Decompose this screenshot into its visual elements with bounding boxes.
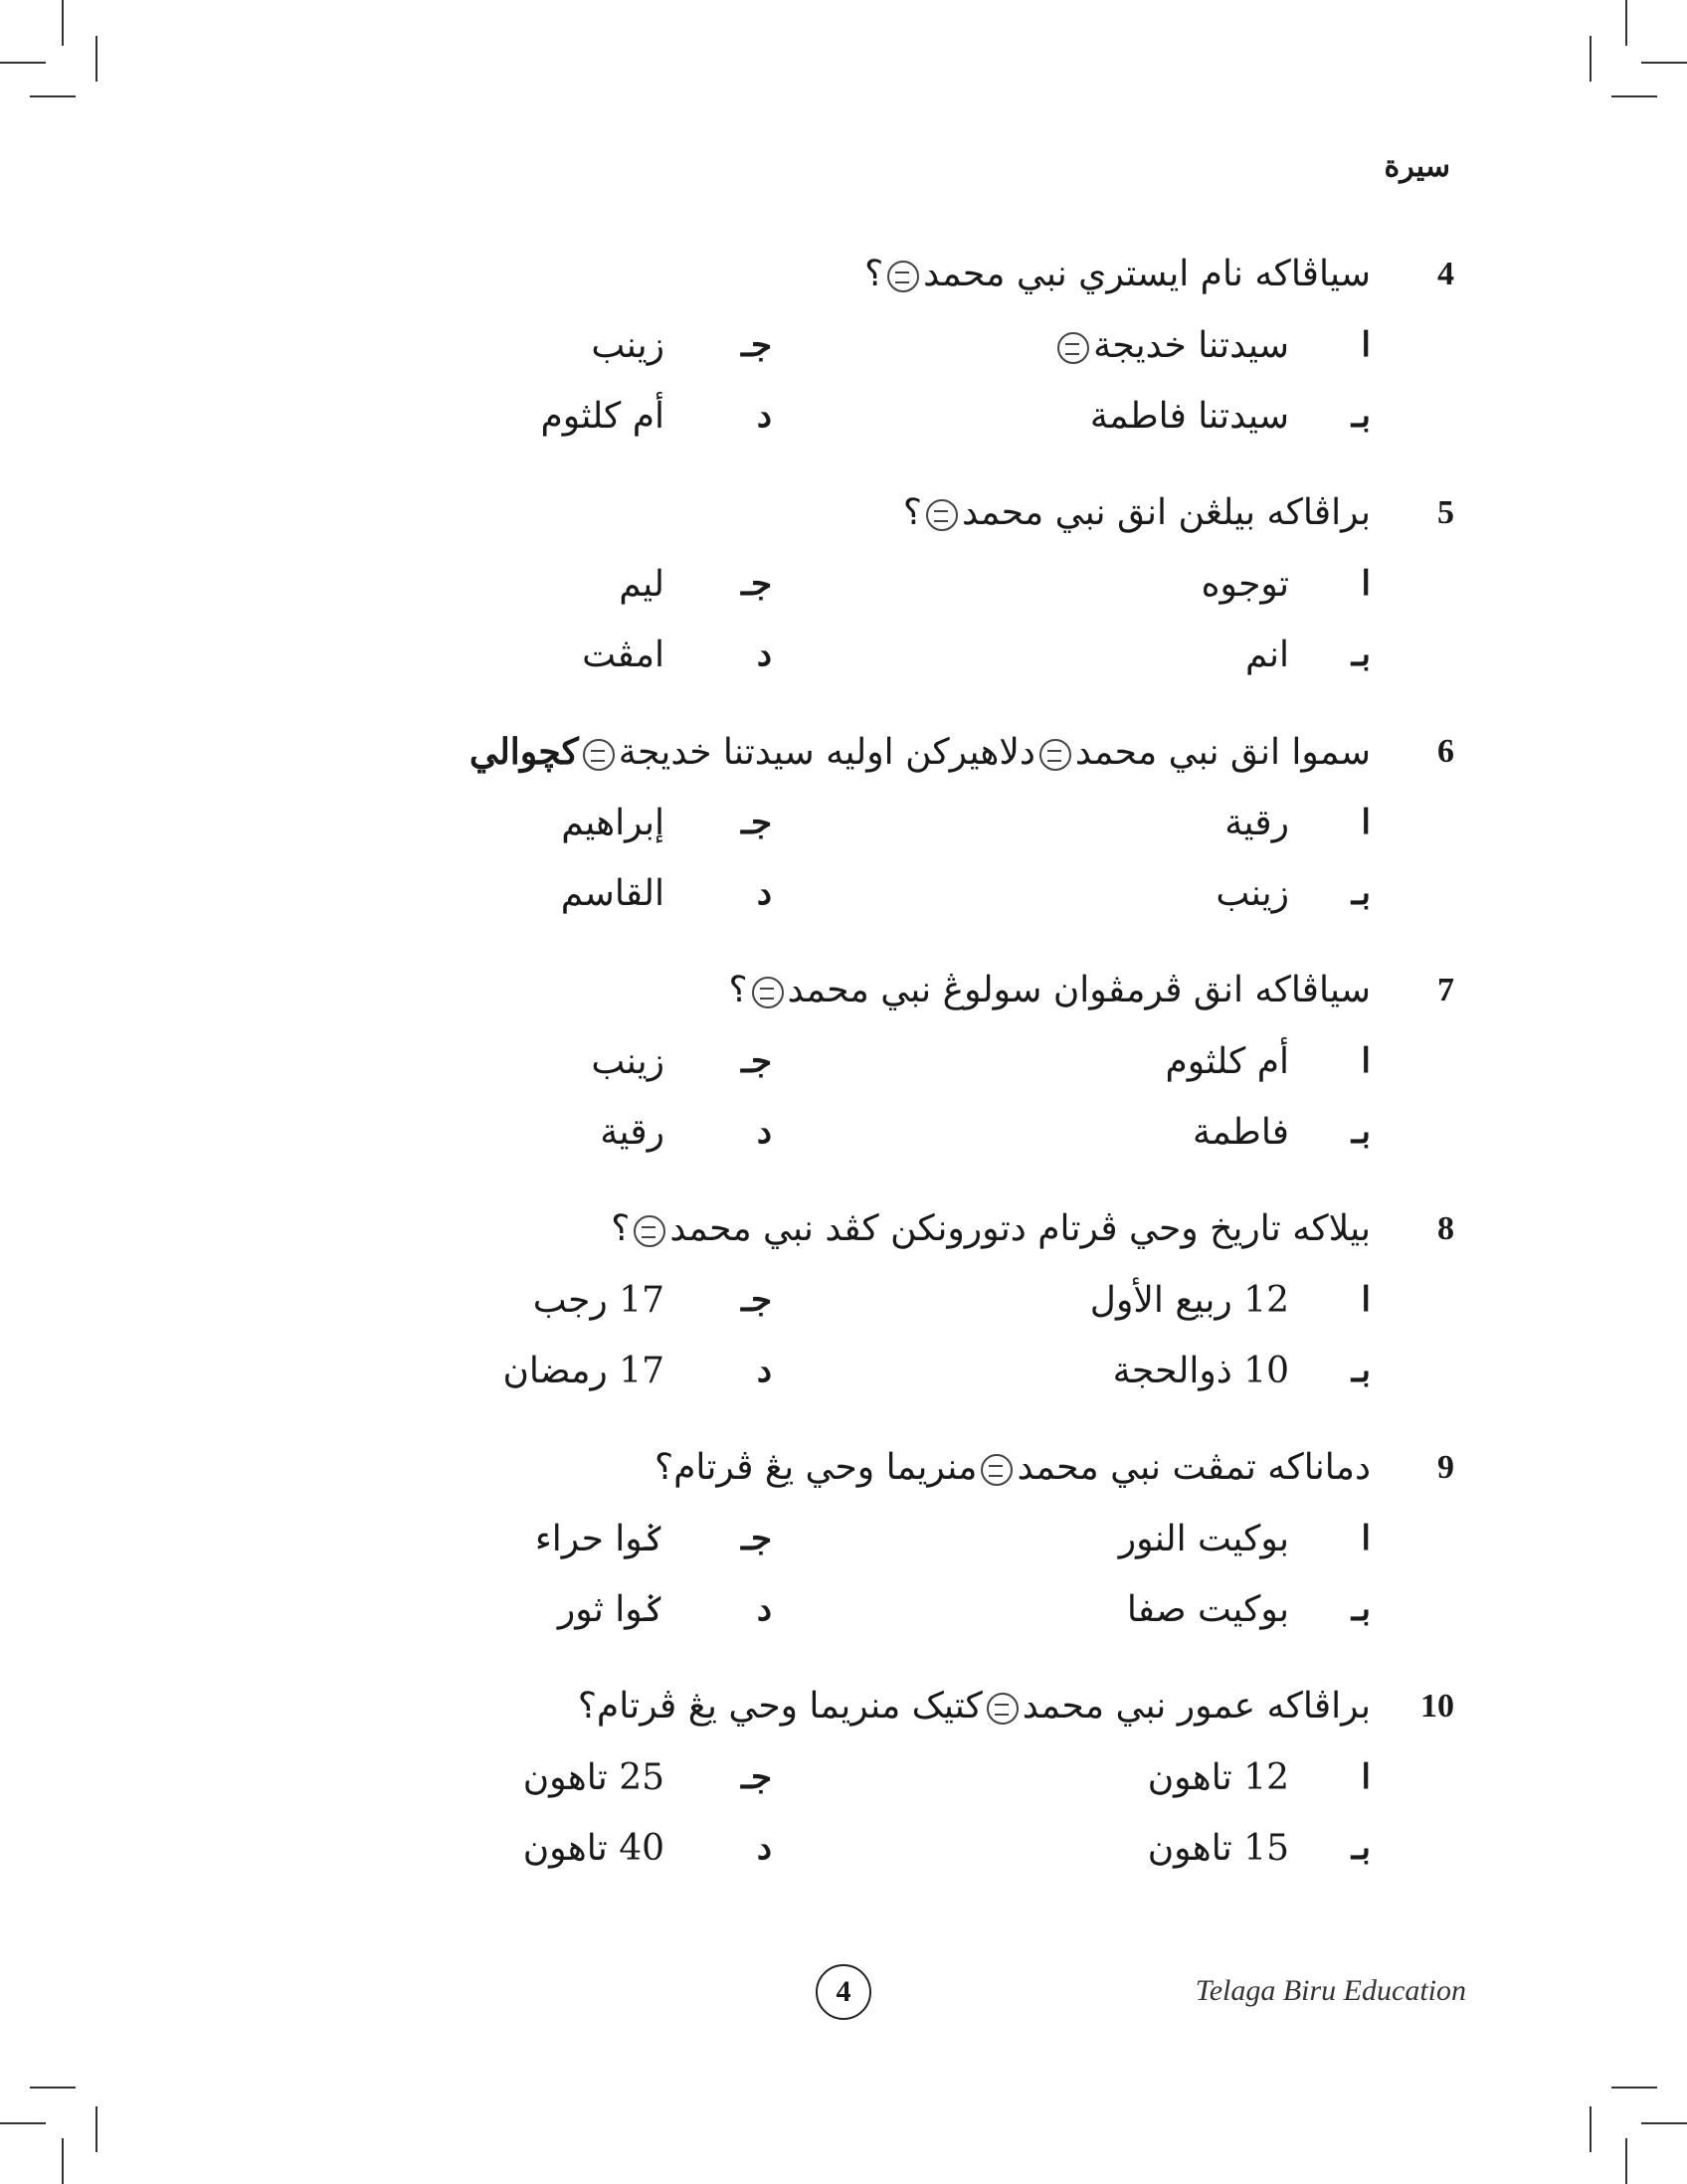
crop-mark <box>30 2087 76 2089</box>
option-d[interactable]: القاسم <box>560 873 664 914</box>
question-continuation: كتيک منريما وحي يڠ ڤرتام؟ <box>577 1686 983 1727</box>
page-header: سيرة <box>1384 149 1450 184</box>
question-text <box>578 1686 1371 1727</box>
option-label-d: د <box>756 635 772 674</box>
question-text <box>728 970 1371 1010</box>
question-stem: سياڤاكه انق ڤرمڤوان سولوڠ نبي محمد <box>787 970 1371 1010</box>
option-label-c: جـ <box>741 1519 772 1558</box>
option-d[interactable]: رقية <box>600 1112 664 1153</box>
option-b[interactable]: زينب <box>1216 873 1289 914</box>
option-label-b: بـ <box>1351 635 1371 674</box>
option-label-d: د <box>756 1589 772 1629</box>
salawat-seal-icon <box>887 261 919 292</box>
option-b[interactable]: 15 تاهون <box>1147 1828 1289 1869</box>
option-label-b: بـ <box>1351 1351 1371 1390</box>
crop-mark <box>30 95 76 97</box>
question-number: 4 <box>1437 256 1454 292</box>
option-c[interactable]: زينب <box>591 1041 664 1082</box>
question-number: 10 <box>1420 1688 1454 1725</box>
question-stem: براڤاكه عمور نبي محمد <box>1022 1686 1371 1727</box>
option-d[interactable]: 40 تاهون <box>522 1828 664 1869</box>
question-text <box>469 731 1371 773</box>
option-label-a: ا <box>1361 1757 1371 1797</box>
option-label-a: ا <box>1361 325 1371 365</box>
question-stem: سياڤاكه نام ايستري نبي محمد <box>923 254 1371 294</box>
option-label-c: جـ <box>741 1757 772 1797</box>
question-stem: دماناكه تمڤت نبي محمد <box>1017 1447 1371 1488</box>
question-stem: سموا انق نبي محمد <box>1074 732 1371 773</box>
question-continuation: منريما وحي يڠ ڤرتام؟ <box>655 1447 978 1488</box>
question-stem: براڤاكه بيلڠن انق نبي محمد <box>961 492 1371 533</box>
radhiallah-seal-icon <box>1057 332 1089 364</box>
question-mark: ؟ <box>728 970 748 1010</box>
option-d[interactable]: أم كلثوم <box>540 396 664 437</box>
option-a[interactable]: أم كلثوم <box>1165 1041 1289 1082</box>
question-mark: ؟ <box>902 492 922 533</box>
option-label-b: بـ <box>1351 873 1371 913</box>
option-label-c: جـ <box>741 1041 772 1081</box>
crop-mark <box>1590 2106 1592 2152</box>
question-stem: بيلاكه تاريخ وحي ڤرتام دتورونكن كڤد نبي محمد <box>669 1208 1371 1249</box>
salawat-seal-icon <box>1039 739 1071 771</box>
question-mark: ؟ <box>611 1208 631 1249</box>
option-label-c: جـ <box>741 803 772 842</box>
option-label-b: بـ <box>1351 1828 1371 1868</box>
question-text <box>864 254 1371 294</box>
question-text <box>903 492 1371 533</box>
question-number: 5 <box>1437 494 1454 531</box>
crop-mark <box>95 2106 97 2152</box>
question-number: 7 <box>1437 972 1454 1008</box>
option-a[interactable]: 12 ربيع الأول <box>1089 1280 1289 1321</box>
salawat-seal-icon <box>926 499 958 531</box>
option-label-b: بـ <box>1351 1112 1371 1152</box>
question-number: 8 <box>1437 1210 1454 1247</box>
crop-mark <box>95 36 97 82</box>
option-label-a: ا <box>1361 803 1371 842</box>
option-label-b: بـ <box>1351 1589 1371 1629</box>
option-label-d: د <box>756 1351 772 1390</box>
salawat-seal-icon <box>634 1215 665 1247</box>
salawat-seal-icon <box>981 1454 1013 1486</box>
option-label-d: د <box>756 1828 772 1868</box>
option-label-c: جـ <box>741 564 772 604</box>
crop-mark <box>1590 36 1592 82</box>
option-a[interactable]: رقية <box>1224 803 1289 843</box>
crop-mark <box>1625 2138 1627 2184</box>
crop-mark <box>62 2138 64 2184</box>
option-label-d: د <box>756 1112 772 1152</box>
option-c[interactable]: زينب <box>591 325 664 366</box>
question-continuation: دلاهيركن اوليه سيدتنا خديجة <box>618 732 1035 773</box>
option-a[interactable]: 12 تاهون <box>1147 1757 1289 1798</box>
option-d[interactable]: امڤت <box>582 635 664 675</box>
option-label-d: د <box>756 396 772 436</box>
radhiallah-seal-icon <box>583 739 615 771</box>
crop-mark <box>1641 2122 1687 2124</box>
option-label-a: ا <box>1361 1280 1371 1320</box>
crop-mark <box>62 0 64 46</box>
option-label-a: ا <box>1361 1519 1371 1558</box>
option-label-c: جـ <box>741 325 772 365</box>
crop-mark <box>1625 0 1627 46</box>
option-label-a: ا <box>1361 1041 1371 1081</box>
option-b[interactable]: انم <box>1245 635 1289 675</box>
crop-mark <box>0 2122 46 2124</box>
option-c[interactable]: 17 رجب <box>532 1280 664 1321</box>
option-c[interactable]: 25 تاهون <box>522 1757 664 1798</box>
question-number: 9 <box>1437 1449 1454 1486</box>
crop-mark <box>0 62 46 64</box>
option-a[interactable]: بوكيت النور <box>1118 1519 1289 1559</box>
option-c[interactable]: ݢوا حراء <box>534 1519 664 1559</box>
option-d[interactable]: 17 رمضان <box>502 1351 664 1391</box>
option-c[interactable]: إبراهيم <box>561 803 664 843</box>
crop-mark <box>1641 62 1687 64</box>
page-number: 4 <box>816 1964 871 2020</box>
option-label-a: ا <box>1361 564 1371 604</box>
option-b[interactable]: سيدتنا فاطمة <box>1089 396 1289 437</box>
question-text <box>655 1447 1371 1488</box>
option-a[interactable]: سيدتنا خديجة <box>1053 325 1289 366</box>
option-b[interactable]: فاطمة <box>1193 1112 1289 1153</box>
option-label-c: جـ <box>741 1280 772 1320</box>
question-number: 6 <box>1437 733 1454 770</box>
question-mark: ؟ <box>864 254 884 294</box>
option-b[interactable]: بوكيت صفا <box>1126 1589 1289 1630</box>
crop-mark <box>1611 2087 1657 2089</box>
question-emphasis: كچوالي <box>469 731 579 773</box>
crop-mark <box>1611 95 1657 97</box>
option-b[interactable]: 10 ذوالحجة <box>1112 1351 1289 1391</box>
question-text <box>611 1208 1371 1249</box>
publisher-brand: Telaga Biru Education <box>1195 1974 1466 2007</box>
option-label-b: بـ <box>1351 396 1371 436</box>
salawat-seal-icon <box>987 1693 1019 1725</box>
option-a[interactable]: توجوه <box>1201 564 1289 605</box>
salawat-seal-icon <box>752 977 784 1008</box>
option-label-d: د <box>756 873 772 913</box>
option-c[interactable]: ليم <box>619 564 664 605</box>
option-d[interactable]: ݢوا ثور <box>557 1589 664 1630</box>
